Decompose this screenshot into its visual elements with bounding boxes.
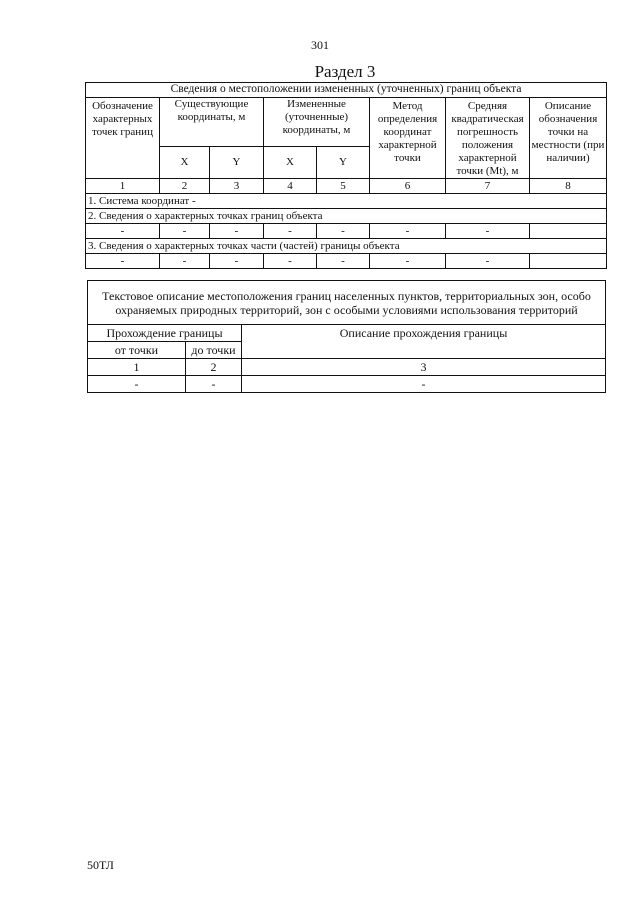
table-cell: - [264,254,317,269]
header-boundary-passage: Прохождение границы [88,325,242,342]
table-cell: - [86,254,160,269]
table-cell: - [186,376,242,393]
header-from-point: от точки [88,342,186,359]
header-to-point: до точки [186,342,242,359]
page-number: 301 [311,38,329,52]
header-existing-coordinates: Существующие координаты, м [160,98,264,147]
header-changed-x: X [264,147,317,179]
section-object-points: 2. Сведения о характерных точках границ объекта [86,209,607,224]
table-cell [530,254,607,269]
boundary-description-table [87,280,606,393]
table-cell: - [210,224,264,239]
footer-code: 50ТЛ [87,858,114,872]
header-changed-coordinates: Измененные (уточненные) координаты, м [264,98,370,147]
column-number: 1 [86,179,160,194]
table-cell: - [370,254,446,269]
table-cell: - [160,224,210,239]
column-number: 3 [242,359,606,376]
section-title: Раздел 3 [314,62,376,81]
table-cell: - [317,254,370,269]
column-number: 2 [160,179,210,194]
header-existing-y: Y [210,147,264,179]
header-method: Метод определения координат характерной точки [370,98,446,179]
column-number: 5 [317,179,370,194]
section-part-points: 3. Сведения о характерных точках части (частей) границы объекта [86,239,607,254]
table-cell: - [88,376,186,393]
table-cell: - [242,376,606,393]
section-coordinate-system: 1. Система координат - [86,194,607,209]
table-cell: - [370,224,446,239]
column-number: 4 [264,179,317,194]
table-cell: - [160,254,210,269]
column-number: 8 [530,179,607,194]
column-number: 1 [88,359,186,376]
table1-caption: Сведения о местоположении измененных (уточненных) границ объекта [86,83,607,98]
column-number: 3 [210,179,264,194]
table-cell: - [86,224,160,239]
table2-caption: Текстовое описание местоположения границ населенных пунктов, территориальных зон, особо охраняемых природных территорий, зон с особыми условиями использования территорий [88,281,606,325]
table-cell: - [210,254,264,269]
header-error: Средняя квадратическая погрешность положения характерной точки (Mt), м [446,98,530,179]
header-passage-description: Описание прохождения границы [242,325,606,359]
table-cell: - [446,224,530,239]
header-changed-y: Y [317,147,370,179]
table-cell [530,224,607,239]
boundary-coordinates-table [85,82,607,269]
table-cell: - [317,224,370,239]
column-number: 6 [370,179,446,194]
column-number: 7 [446,179,530,194]
header-existing-x: X [160,147,210,179]
header-designation: Обозначение характерных точек границ [86,98,160,179]
header-description: Описание обозначения точки на местности (при наличии) [530,98,607,179]
table-cell: - [446,254,530,269]
column-number: 2 [186,359,242,376]
table-cell: - [264,224,317,239]
